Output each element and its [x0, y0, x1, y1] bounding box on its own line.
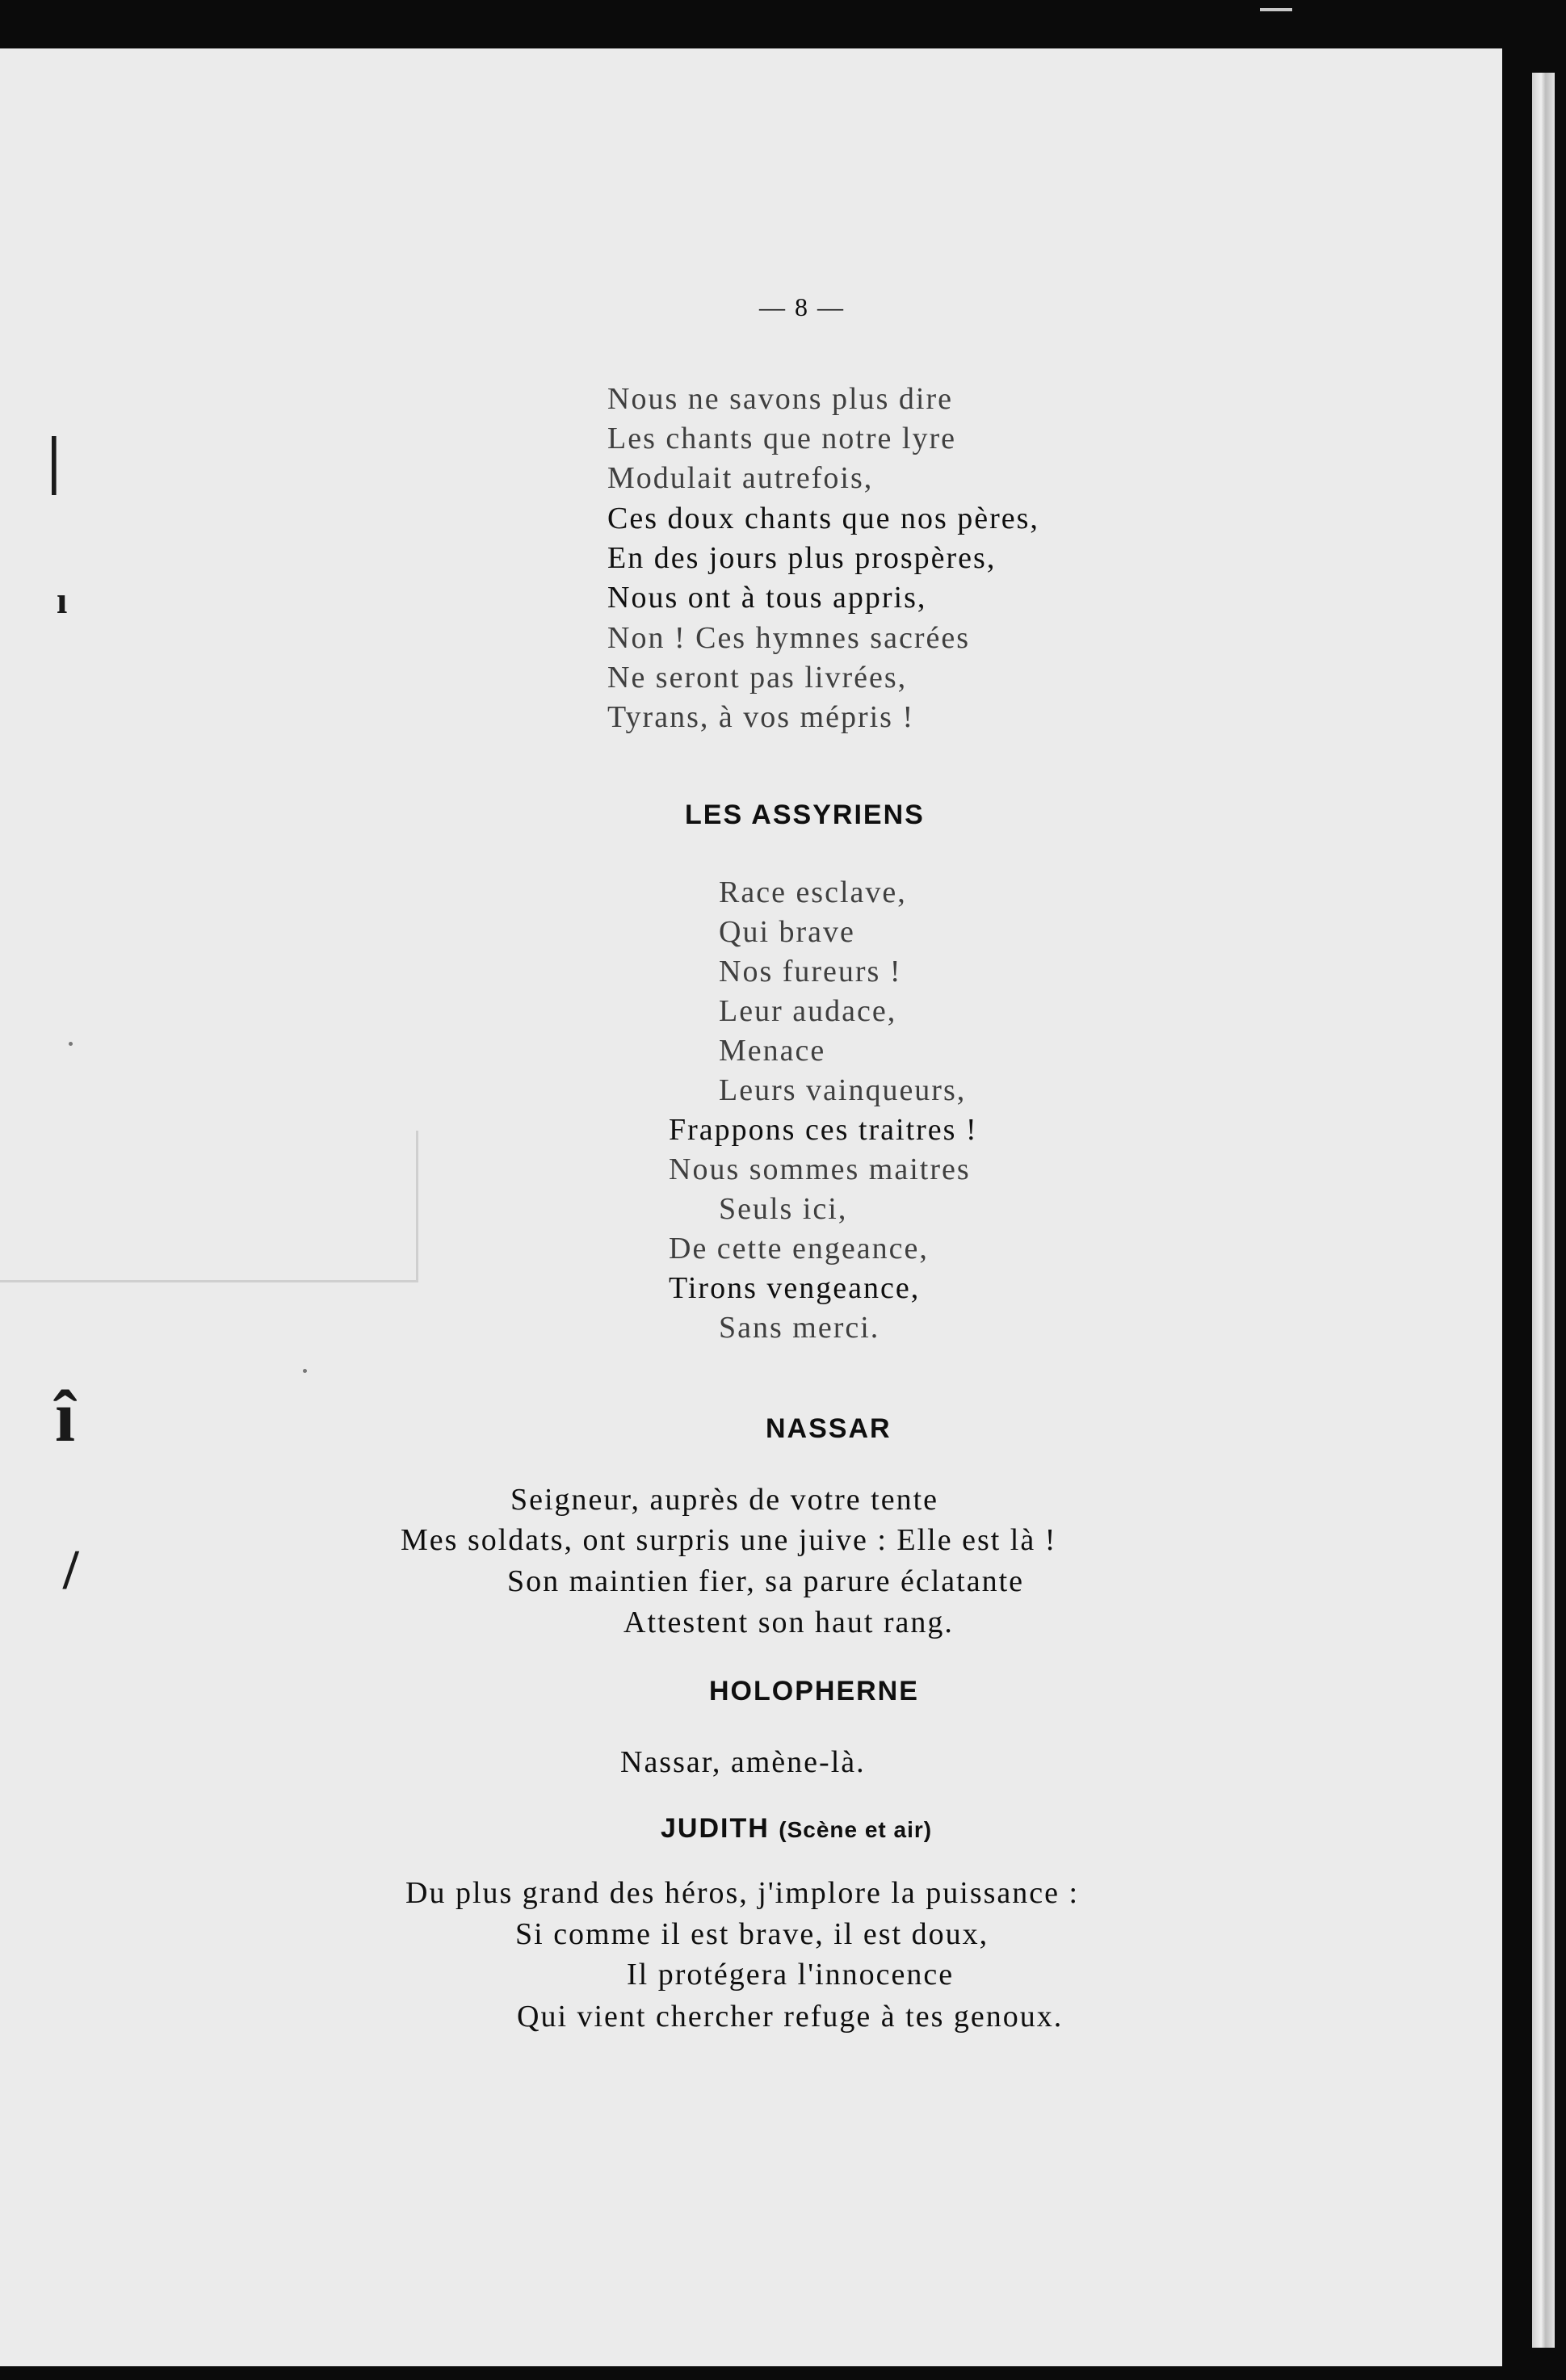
verse-line: Seigneur, auprès de votre tente	[510, 1483, 939, 1517]
verse-line: Ne seront pas livrées,	[607, 661, 908, 695]
speaker-heading: NASSAR	[766, 1413, 892, 1444]
verse-line: Son maintien fier, sa parure éclatante	[507, 1564, 1025, 1598]
margin-mark: |	[47, 425, 61, 496]
margin-mark: ı	[57, 579, 68, 622]
verse-line: Du plus grand des héros, j'implore la puissance :	[405, 1876, 1080, 1910]
page-number: — 8 —	[759, 292, 845, 321]
verse-line: Qui vient chercher refuge à tes genoux.	[517, 2000, 1064, 2034]
speaker-name: JUDITH	[661, 1813, 770, 1844]
verse-line: Ces doux chants que nos pères,	[607, 502, 1039, 535]
verse-line: Il protégera l'innocence	[627, 1958, 955, 1992]
verse-line: Tyrans, à vos mépris !	[607, 700, 915, 734]
verse-line: En des jours plus prospères,	[607, 541, 997, 575]
verse-line: Race esclave,	[719, 875, 907, 909]
stage-direction: (Scène et air)	[779, 1817, 933, 1842]
verse-line: Attestent son haut rang.	[623, 1606, 954, 1639]
verse-line: Modulait autrefois,	[607, 461, 874, 495]
speck	[303, 1369, 307, 1373]
page-edge	[1532, 73, 1555, 2348]
speaker-heading	[661, 1813, 932, 1845]
verse-line: Leurs vainqueurs,	[719, 1073, 967, 1107]
verse-line: Tirons vengeance,	[669, 1271, 921, 1305]
speck	[69, 1042, 73, 1046]
verse-line: Mes soldats, ont surpris une juive : Elle est là !	[401, 1523, 1057, 1557]
speaker-heading: HOLOPHERNE	[709, 1676, 919, 1706]
margin-mark: /	[63, 1539, 79, 1601]
verse-line: Leur audace,	[719, 994, 897, 1028]
verse-line: Qui brave	[719, 915, 855, 949]
verse-line: De cette engeance,	[669, 1232, 929, 1266]
verse-line: Nous sommes maitres	[669, 1152, 971, 1186]
show-through-stamp	[0, 1131, 418, 1282]
verse-line: Nos fureurs !	[719, 955, 902, 989]
verse-line: Nous ont à tous appris,	[607, 581, 927, 615]
verse-line: Les chants que notre lyre	[607, 422, 956, 455]
verse-line: Non ! Ces hymnes sacrées	[607, 621, 971, 655]
document-page	[0, 48, 1502, 2366]
verse-line: Nous ne savons plus dire	[607, 382, 953, 416]
verse-line: Sans merci.	[719, 1311, 880, 1345]
verse-line: Nassar, amène-là.	[620, 1745, 866, 1779]
speaker-heading: LES ASSYRIENS	[685, 800, 925, 830]
verse-line: Frappons ces traitres !	[669, 1113, 978, 1147]
scan-dust	[1260, 8, 1292, 11]
verse-line: Si comme il est brave, il est doux,	[515, 1917, 989, 1951]
verse-line: Seuls ici,	[719, 1192, 848, 1226]
margin-mark: î	[55, 1377, 76, 1457]
verse-line: Menace	[719, 1034, 826, 1068]
